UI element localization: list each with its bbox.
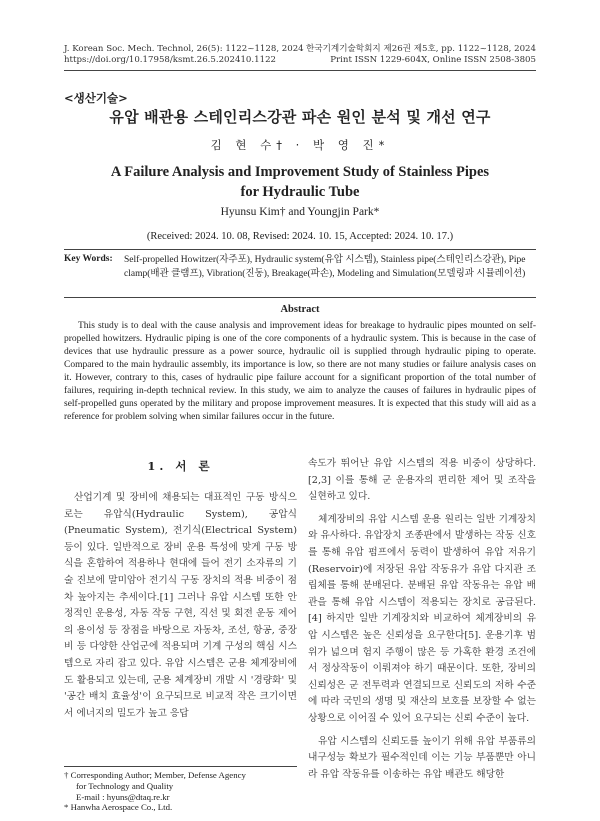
footnote-affiliation: for Technology and Quality: [76, 780, 174, 791]
keywords-label: Key Words:: [64, 254, 113, 264]
korean-authors: 김 현 수† · 박 영 진*: [210, 138, 390, 152]
journal-header-right: [306, 44, 536, 66]
journal-citation: J. Korean Soc. Mech. Technol, 26(5): 1122~1128, 2024: [64, 44, 304, 54]
doi-link[interactable]: https://doi.org/10.17958/ksmt.26.5.202410.1122: [64, 55, 276, 65]
right-paragraph-2: 체계장비의 유압 시스템 운용 원리는 일반 기계장치와 유사하다. 유압장치 조종판에서 발생하는 작동 신호를 통해 유압 펌프에서 동력이 발생하여 유압 저유기(Reservoir)에 저장된 유압 작동유가 유압 다지관 조립체를 통해 분배된다. 분배된 유압 작동유는 유압 배관을 통해 유압 시스템이 적용되는 장치로 공급된다.[4] 하지만 일반 기계장치와 비교하여 체계장비의 유압 시스템은 높은 신뢰성을 요구한다[5]. 운용기후 범위가 넓으며 험지 주행이 많은 등 가혹한 환경 조건에서 정상작동이 이뤄져야 하기 때문이다. 또한, 장비의 신뢰성은 군 전투력과 연결되므로 신뢰도의 저하 수준에 따라 국민의 생명 및 재산의 보호를 보장할 수 없는 상황으로 이어질 수 있어 요구되는 신뢰 수준이 높다.: [308, 513, 536, 724]
footnote-corresponding: † Corresponding Author; Member, Defense Agency: [64, 770, 246, 780]
footnote-email[interactable]: E-mail : hyuns@dtaq.re.kr: [76, 791, 170, 802]
abstract-heading: Abstract: [280, 304, 320, 315]
journal-header-left: [64, 44, 304, 66]
footnote-coauthor: * Hanwha Aerospace Co., Ltd.: [64, 802, 173, 813]
header-divider: [64, 70, 536, 71]
right-paragraph-3: 유압 시스템의 신뢰도를 높이기 위해 유압 부품류의 내구성능 확보가 필수적인데 이는 기능 부품뿐만 아니라 유압 작동유를 이송하는 유압 배관도 해당한: [308, 735, 536, 780]
korean-title: 유압 배관용 스테인리스강관 파손 원인 분석 및 개선 연구: [109, 108, 491, 126]
keywords-list: Self-propelled Howitzer(자주포), Hydraulic system(유압 시스템), Stainless pipe(스테인리스강관), Pipe clamp(배관 클램프), Vibration(진동), Breakage(파손), Modeling and Simulation(모델링과 시뮬레이션): [124, 255, 526, 279]
english-authors: Hyunsu Kim† and Youngjin Park*: [220, 206, 380, 218]
section-heading-introduction: 1. 서 론: [147, 459, 214, 473]
paper-category: <생산기술>: [64, 91, 128, 105]
right-column: [308, 456, 536, 789]
left-column-text: 산업기계 및 장비에 채용되는 대표적인 구동 방식으로는 유압식(Hydraulic System), 공압식(Pneumatic System), 전기식(Electrical System) 등이 있다. 일반적으로 장비 운용 특성에 맞게 구동 방식을 혼합하여 적용하나 현대에 들어 전기 소자류의 기술 진보에 말미암아 전기식 구동 장치의 적용 비중이 점차 높아지는 추세이다.[1] 그러나 유압 시스템 또한 안정적인 운용성, 자동 작동 구현, 직선 및 회전 운동 제어의 용이성 등 장점을 바탕으로 자동차, 조선, 항공, 중장비 등 다양한 산업군에 적용되며 기계 구성의 핵심 시스템으로 자리 잡고 있다. 유압 시스템은 군용 체계장비에도 활용되고 있는데, 군용 체계장비 개발 시 '경량화' 및 '공간 배치 효율성'이 요구되므로 비교적 작은 크기이면서 에너지의 밀도가 높고 응답: [64, 492, 297, 719]
received-dates: (Received: 2024. 10. 08, Revised: 2024. 10. 15, Accepted: 2024. 10. 17.): [146, 231, 454, 242]
issn: Print ISSN 1229-604X, Online ISSN 2508-3805: [330, 55, 536, 65]
abstract-text: This study is to deal with the cause analysis and improvement ideas for breakage to hydraulic pipes mounted on self-propelled howitzers. Hydraulic piping is one of the core components of a hydraulic system. This is because in the case of devices that use hydraulic pressure as a power source, hydraulic oil is supplied through hydraulic piping to operate. Compared to the main hydraulic assembly, its importance is low, so there are not many studies or failure analysis cases on it. However, contrary to this, cases of hydraulic pipe failure account for a significant proportion of the total number of failures, requiring in-depth technical review. In this study, we aim to analyze the causes of failures in hydraulic pipes of self-propelled guns operated by the military and propose improvement measures. It is expected that this study will aid as a reference for problem solving when similar failures occur in the future.: [64, 321, 536, 422]
footnote-divider: [64, 766, 297, 767]
english-title-line2: for Hydraulic Tube: [240, 184, 360, 200]
english-title-line1: A Failure Analysis and Improvement Study of Stainless Pipes: [110, 164, 490, 180]
journal-citation-korean: 한국기계기술학회지 제26권 제5호, pp. 1122~1128, 2024: [306, 44, 536, 54]
english-title: [0, 162, 600, 202]
keywords-top-divider: [64, 249, 536, 250]
right-paragraph-1: 속도가 뛰어난 유압 시스템의 적용 비중이 상당하다.[2,3] 이를 통해 군 운용자의 편리한 제어 및 조작을 실현하고 있다.: [308, 458, 536, 503]
keywords-bottom-divider: [64, 297, 536, 298]
footnotes: [64, 770, 297, 813]
